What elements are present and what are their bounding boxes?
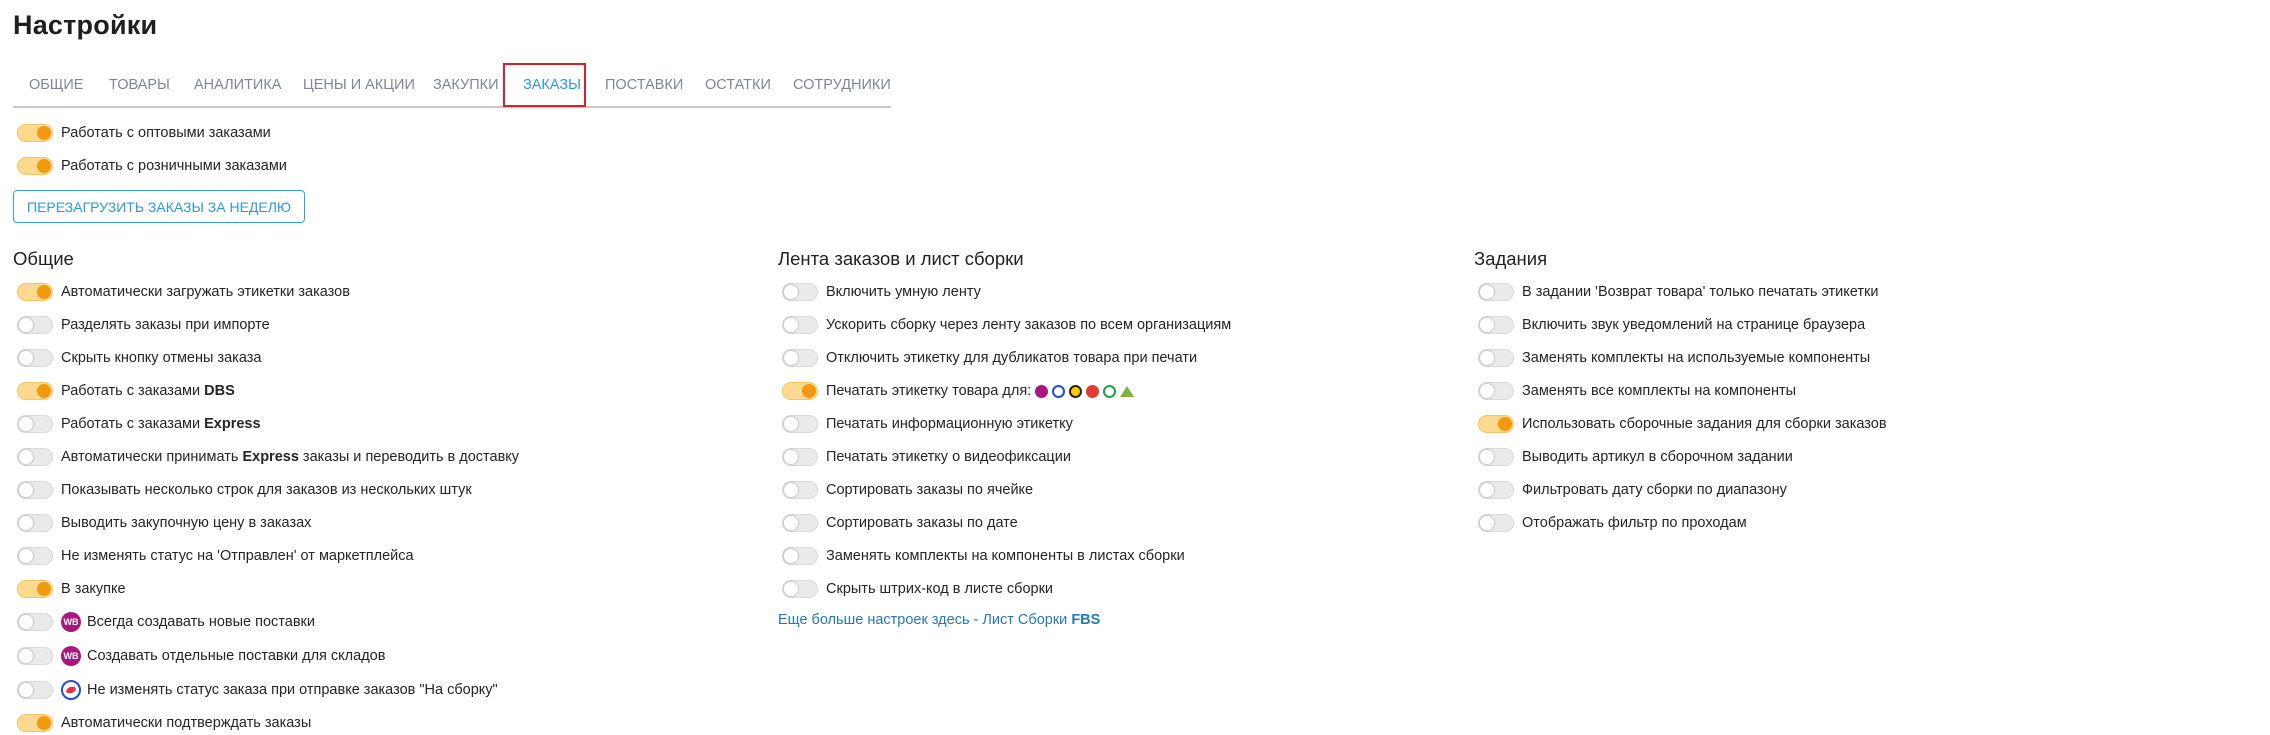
toggle-row-retail-orders [17, 154, 287, 178]
section-title-tasks: Задания [1474, 248, 1548, 269]
toggle-row [782, 412, 1073, 436]
toggle-switch[interactable] [17, 547, 53, 565]
toggle-switch[interactable] [1478, 514, 1514, 532]
section-title-feed: Лента заказов и лист сборки [778, 248, 1024, 269]
toggle-row [17, 544, 414, 568]
toggle-switch[interactable] [17, 124, 53, 142]
toggle-switch[interactable] [782, 283, 818, 301]
toggle-switch[interactable] [17, 613, 53, 631]
toggle-label: Автоматически принимать Express заказы и переводить в доставку [61, 449, 520, 465]
toggle-label: Сортировать заказы по ячейке [826, 482, 1034, 498]
toggle-label: Выводить артикул в сборочном задании [1522, 449, 1793, 465]
toggle-row [17, 711, 311, 735]
toggle-row [782, 313, 1231, 337]
tab-products[interactable]: ТОВАРЫ [109, 77, 170, 93]
toggle-switch[interactable] [17, 681, 53, 699]
toggle-label: Работать с розничными заказами [61, 158, 287, 174]
toggle-row [782, 280, 981, 304]
toggle-row [17, 280, 350, 304]
toggle-row [782, 511, 1018, 535]
toggle-label: Заменять все комплекты на компоненты [1522, 383, 1797, 399]
toggle-switch[interactable] [17, 349, 53, 367]
toggle-switch[interactable] [1478, 448, 1514, 466]
toggle-label: Автоматически загружать этикетки заказов [61, 284, 350, 300]
wildberries-icon: WB [61, 612, 81, 632]
toggle-label: Скрыть кнопку отмены заказа [61, 350, 262, 366]
toggle-label: Включить звук уведомлений на странице браузера [1522, 317, 1866, 333]
settings-tabs [13, 64, 891, 108]
toggle-switch[interactable] [17, 283, 53, 301]
toggle-row [1478, 478, 1787, 502]
wildberries-icon [1035, 385, 1048, 398]
toggle-switch[interactable] [17, 157, 53, 175]
toggle-label: Печатать информационную этикетку [826, 416, 1073, 432]
toggle-row [1478, 346, 1870, 370]
toggle-switch[interactable] [17, 415, 53, 433]
toggle-label: Работать с заказами DBS [61, 383, 235, 399]
tab-purchases[interactable]: ЗАКУПКИ [433, 77, 499, 93]
toggle-label: Выводить закупочную цену в заказах [61, 515, 312, 531]
toggle-switch[interactable] [1478, 316, 1514, 334]
toggle-label: Отображать фильтр по проходам [1522, 515, 1747, 531]
toggle-label: Показывать несколько строк для заказов из нескольких штук [61, 482, 472, 498]
tab-stocks[interactable]: ОСТАТКИ [705, 77, 771, 93]
toggle-label: Сортировать заказы по дате [826, 515, 1018, 531]
toggle-switch[interactable] [17, 514, 53, 532]
toggle-row [17, 478, 472, 502]
tab-supplies[interactable]: ПОСТАВКИ [605, 77, 684, 93]
aliexpress-icon [1086, 385, 1099, 398]
reload-orders-button[interactable]: ПЕРЕЗАГРУЗИТЬ ЗАКАЗЫ ЗА НЕДЕЛЮ [13, 190, 305, 223]
toggle-switch[interactable] [1478, 481, 1514, 499]
ozon-icon [61, 680, 81, 700]
toggle-row [17, 346, 261, 370]
toggle-label: Всегда создавать новые поставки [87, 614, 315, 630]
toggle-label: Работать с заказами Express [61, 416, 261, 432]
toggle-row [17, 511, 311, 535]
toggle-row [1478, 445, 1793, 469]
more-settings-link[interactable]: Еще больше настроек здесь - Лист Сборки FBS [778, 612, 1101, 628]
toggle-row [1478, 313, 1865, 337]
toggle-row [782, 577, 1053, 601]
toggle-row [17, 445, 519, 469]
toggle-row [17, 412, 261, 436]
toggle-switch[interactable] [782, 514, 818, 532]
toggle-switch[interactable] [17, 448, 53, 466]
section-title-general: Общие [13, 248, 74, 269]
toggle-row [782, 445, 1071, 469]
toggle-row [17, 577, 126, 601]
toggle-label: Не изменять статус заказа при отправке заказов "На сборку" [87, 682, 498, 698]
marketplace-icons [1035, 385, 1134, 398]
tab-employees[interactable]: СОТРУДНИКИ [793, 77, 891, 93]
toggle-row [17, 313, 270, 337]
toggle-switch[interactable] [17, 647, 53, 665]
toggle-switch[interactable] [782, 547, 818, 565]
toggle-row [782, 379, 1134, 403]
yandex-market-icon [1069, 385, 1082, 398]
toggle-switch[interactable] [17, 316, 53, 334]
toggle-label: Создавать отдельные поставки для складов [87, 648, 386, 664]
toggle-label: Скрыть штрих-код в листе сборки [826, 581, 1054, 597]
toggle-label: Фильтровать дату сборки по диапазону [1522, 482, 1787, 498]
toggle-row [1478, 280, 1878, 304]
toggle-row [1478, 511, 1747, 535]
toggle-switch[interactable] [782, 580, 818, 598]
toggle-switch[interactable] [782, 382, 818, 400]
toggle-row [17, 610, 315, 634]
toggle-switch[interactable] [782, 316, 818, 334]
toggle-label: Печатать этикетку о видеофиксации [826, 449, 1071, 465]
toggle-switch[interactable] [17, 481, 53, 499]
tab-general[interactable]: ОБЩИЕ [29, 77, 84, 93]
toggle-label: Разделять заказы при импорте [61, 317, 270, 333]
toggle-switch[interactable] [17, 580, 53, 598]
tab-prices-promotions[interactable]: ЦЕНЫ И АКЦИИ [303, 77, 415, 93]
toggle-switch[interactable] [17, 382, 53, 400]
toggle-row [17, 379, 235, 403]
tab-analytics[interactable]: АНАЛИТИКА [194, 77, 282, 93]
tab-orders[interactable]: ЗАКАЗЫ [523, 77, 581, 93]
toggle-switch[interactable] [1478, 349, 1514, 367]
toggle-switch[interactable] [17, 714, 53, 732]
page-title: Настройки [13, 10, 158, 40]
toggle-label: Включить умную ленту [826, 284, 981, 300]
toggle-label: В задании 'Возврат товара' только печатать этикетки [1522, 284, 1879, 300]
toggle-label: Автоматически подтверждать заказы [61, 715, 312, 731]
toggle-switch[interactable] [1478, 382, 1514, 400]
toggle-switch[interactable] [1478, 415, 1514, 433]
toggle-row [1478, 379, 1796, 403]
toggle-row [17, 678, 498, 702]
ozon-icon [1052, 385, 1065, 398]
toggle-switch[interactable] [782, 448, 818, 466]
toggle-switch[interactable] [782, 349, 818, 367]
toggle-label: Не изменять статус на 'Отправлен' от маркетплейса [61, 548, 414, 564]
toggle-row [782, 544, 1185, 568]
toggle-row [17, 644, 385, 668]
toggle-row [1478, 412, 1887, 436]
toggle-label: Отключить этикетку для дубликатов товара при печати [826, 350, 1198, 366]
toggle-row-wholesale-orders [17, 121, 271, 145]
sbermegamarket-icon [1103, 385, 1116, 398]
toggle-label: Использовать сборочные задания для сборки заказов [1522, 416, 1887, 432]
toggle-label: Печатать этикетку товара для: [826, 383, 1032, 399]
toggle-label: Работать с оптовыми заказами [61, 125, 271, 141]
toggle-label: Заменять комплекты на компоненты в листах сборки [826, 548, 1185, 564]
leroy-merlin-icon [1120, 386, 1134, 397]
toggle-label: Заменять комплекты на используемые компоненты [1522, 350, 1871, 366]
toggle-row [782, 346, 1197, 370]
toggle-switch[interactable] [782, 415, 818, 433]
wildberries-icon: WB [61, 646, 81, 666]
toggle-switch[interactable] [1478, 283, 1514, 301]
toggle-label: Ускорить сборку через ленту заказов по всем организациям [826, 317, 1232, 333]
toggle-label: В закупке [61, 581, 126, 597]
toggle-switch[interactable] [782, 481, 818, 499]
toggle-row [782, 478, 1033, 502]
